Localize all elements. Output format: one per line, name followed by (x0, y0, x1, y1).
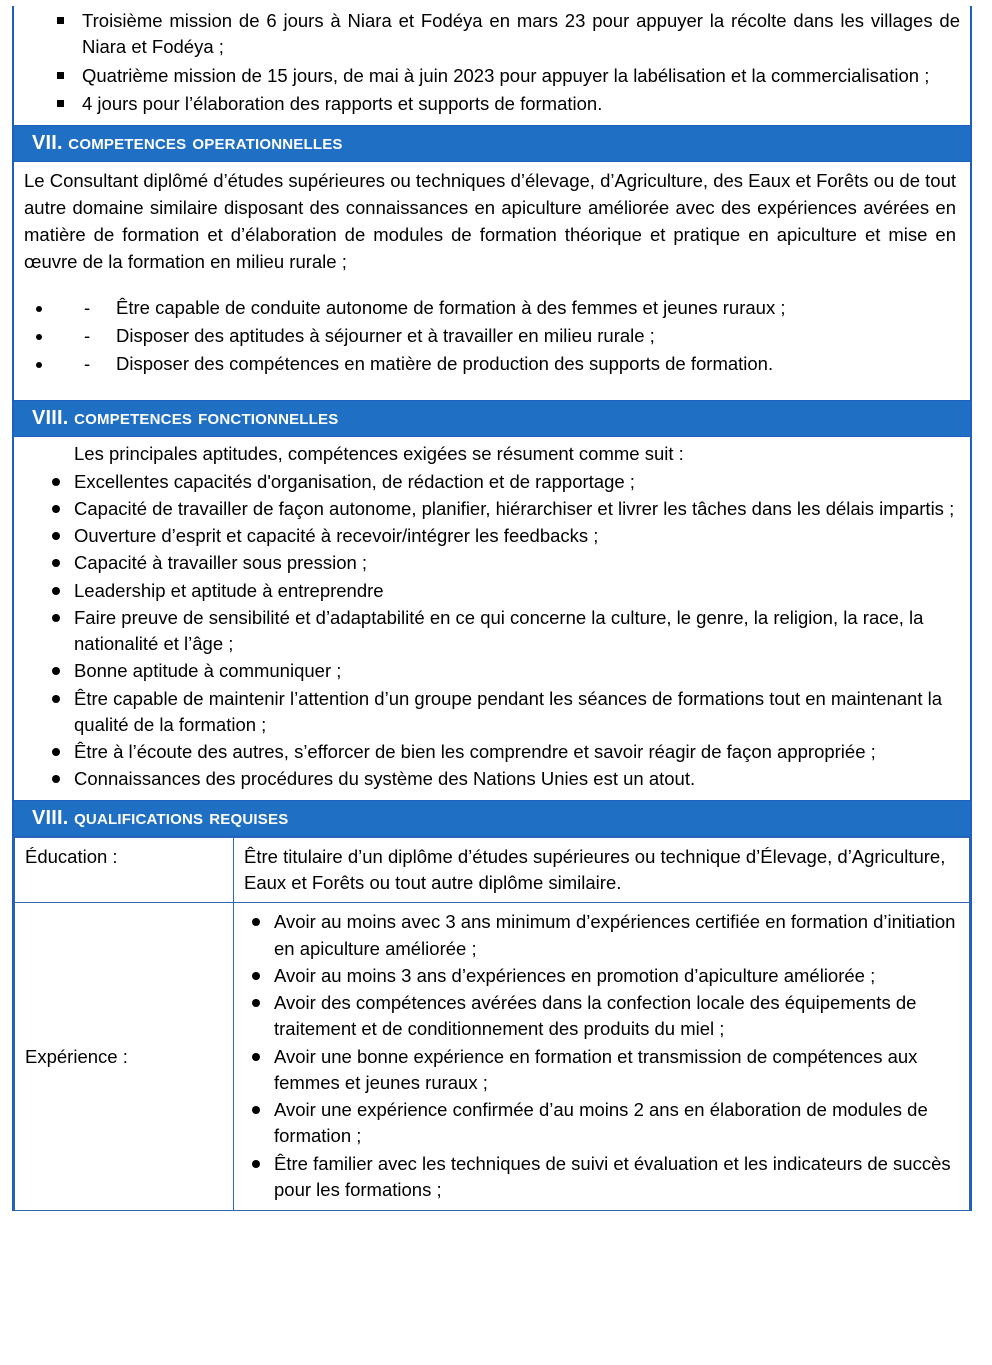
qualifications-table (14, 837, 970, 1211)
list-item: - • Disposer des aptitudes à séjourner et à travailler en milieu rurale ; (54, 323, 970, 350)
experience-bullet-list (244, 909, 961, 1203)
section-viii-bullet-list (14, 469, 970, 793)
list-item: 4 jours pour l’élaboration des rapports et supports de formation. (24, 91, 960, 117)
list-item: - • Être capable de conduite autonome de formation à des femmes et jeunes ruraux ; (54, 295, 970, 322)
list-item: Être familier avec les techniques de suivi et évaluation et les indicateurs de succès pour les formations ; (244, 1151, 961, 1204)
list-item: Avoir des compétences avérées dans la confection locale des équipements de traitement et de conditionnement des produits du miel ; (244, 990, 961, 1043)
qualification-list-experience (234, 903, 970, 1211)
list-item: Connaissances des procédures du système des Nations Unies est un atout. (14, 766, 970, 792)
list-item: - • Disposer des compétences en matière de production des supports de formation. (54, 351, 970, 378)
section-number: VII. (32, 132, 63, 155)
list-item: Troisième mission de 6 jours à Niara et Fodéya en mars 23 pour appuyer la récolte dans les villages de Niara et Fodéya ; (24, 8, 960, 61)
top-bullet-block (14, 6, 970, 125)
list-item: Leadership et aptitude à entreprendre (14, 578, 970, 604)
document-body (12, 6, 972, 1211)
list-item: Être à l’écoute des autres, s’efforcer de bien les comprendre et savoir réagir de façon appropriée ; (14, 739, 970, 765)
section-viii-intro: Les principales aptitudes, compétences exigées se résument comme suit : (74, 442, 684, 464)
section-vii-dash-list (14, 295, 970, 377)
list-item: Faire preuve de sensibilité et d’adaptabilité en ce qui concerne la culture, le genre, la religion, la race, la nationalité et l’âge ; (14, 605, 970, 658)
qualification-label-education: Éducation : (15, 837, 234, 903)
table-row (15, 903, 970, 1211)
section-number: VIII. (32, 406, 69, 429)
table-row (15, 837, 970, 903)
list-item: Avoir une bonne expérience en formation et transmission de compétences aux femmes et jeunes ruraux ; (244, 1044, 961, 1097)
list-item: Quatrième mission de 15 jours, de mai à juin 2023 pour appuyer la labélisation et la commercialisation ; (24, 63, 960, 89)
section-title: qualifications requises (74, 805, 289, 829)
top-bullet-list (24, 8, 960, 117)
section-header-competences-fonctionnelles (14, 400, 970, 437)
list-item: Excellentes capacités d'organisation, de rédaction et de rapportage ; (14, 469, 970, 495)
qualification-label-experience: Expérience : (15, 903, 234, 1211)
section-title: competences operationnelles (68, 131, 343, 155)
section-title: competences fonctionnelles (74, 405, 339, 429)
section-header-competences-operationnelles (14, 125, 970, 162)
list-item: Avoir au moins avec 3 ans minimum d’expériences certifiée en formation d’initiation en apiculture améliorée ; (244, 909, 961, 962)
list-item: Ouverture d’esprit et capacité à recevoir/intégrer les feedbacks ; (14, 523, 970, 549)
list-item: Avoir au moins 3 ans d’expériences en promotion d’apiculture améliorée ; (244, 963, 961, 989)
list-item: Capacité de travailler de façon autonome, planifier, hiérarchiser et livrer les tâches dans les délais impartis ; (14, 496, 970, 522)
section-header-qualifications-requises (14, 800, 970, 837)
list-item: Avoir une expérience confirmée d’au moins 2 ans en élaboration de modules de formation ; (244, 1097, 961, 1150)
qualification-text-education: Être titulaire d’un diplôme d’études supérieures ou technique d’Élevage, d’Agriculture, Eaux et Forêts ou tout autre diplôme similaire. (234, 837, 970, 903)
section-paragraph-vii: Le Consultant diplômé d’études supérieures ou techniques d’élevage, d’Agriculture, des Eaux et Forêts ou de tout autre domaine similaire disposant des connaissances en apiculture améliorée avec des expériences avérées en matière de formation et d’élaboration de modules de formation théorique et pratique en apiculture et mise en œuvre de la formation en milieu rurale ; (24, 170, 956, 272)
list-item: Bonne aptitude à communiquer ; (14, 658, 970, 684)
list-item: Être capable de maintenir l’attention d’un groupe pendant les séances de formations tout en maintenant la qualité de la formation ; (14, 686, 970, 739)
section-number: VIII. (32, 806, 69, 829)
list-item: Capacité à travailler sous pression ; (14, 550, 970, 576)
